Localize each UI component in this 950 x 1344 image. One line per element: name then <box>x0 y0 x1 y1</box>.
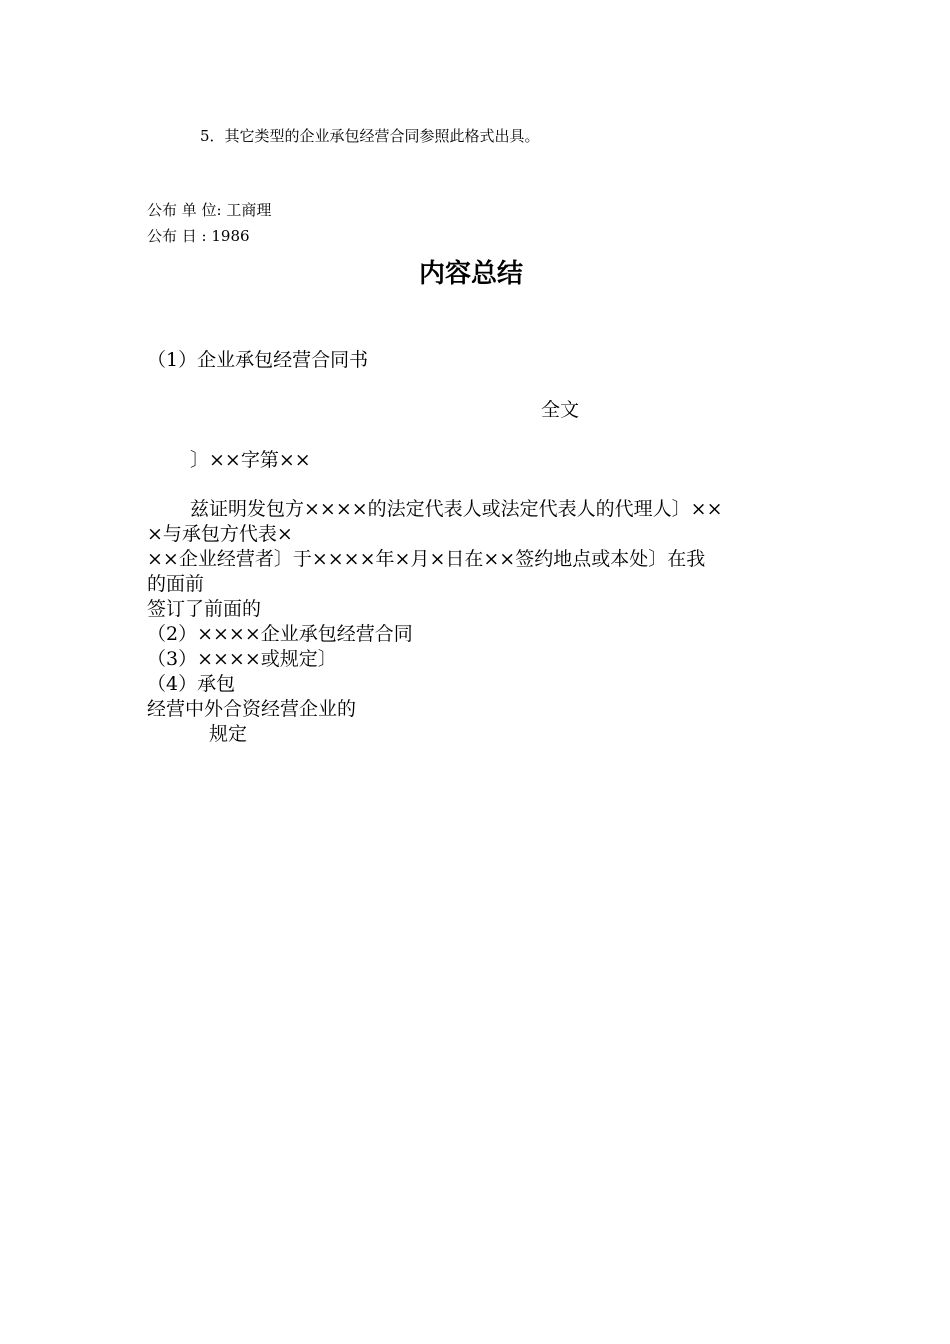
summary-title: 内容总结 <box>419 259 524 289</box>
document-number: 〕××字第×× <box>190 449 311 471</box>
publisher-value: 工商理 <box>226 201 272 219</box>
publisher-line <box>147 203 271 218</box>
paragraph-line-5: 签订了前面的 <box>147 598 262 620</box>
paragraph-line-1: 兹证明发包方××××的法定代表人或法定代表人的代理人〕×× <box>190 498 723 520</box>
summary-item-1: （1）企业承包经营合同书 <box>147 349 369 371</box>
rule-line: 规定 <box>209 723 248 745</box>
publish-date-line <box>147 229 250 244</box>
top-note: 5．其它类型的企业承包经营合同参照此格式出具。 <box>200 127 540 145</box>
paragraph-line-2: ×与承包方代表× <box>147 523 293 545</box>
paragraph-line-4: 的面前 <box>147 573 205 595</box>
summary-item-2: （2）××××企业承包经营合同 <box>147 623 413 645</box>
summary-item-3: （3）××××或规定〕 <box>147 648 337 670</box>
paragraph-line-3: ××企业经营者〕于××××年×月×日在××签约地点或本处〕在我 <box>147 548 706 570</box>
publish-date-value: 1986 <box>211 227 250 245</box>
publish-date-label: 公布 日 : <box>147 227 207 245</box>
summary-item-4: （4）承包 <box>147 673 236 695</box>
joint-venture-line: 经营中外合资经营企业的 <box>147 698 357 720</box>
fulltext-label: 全文 <box>541 399 580 421</box>
publisher-label: 公布 单 位: <box>147 201 222 219</box>
